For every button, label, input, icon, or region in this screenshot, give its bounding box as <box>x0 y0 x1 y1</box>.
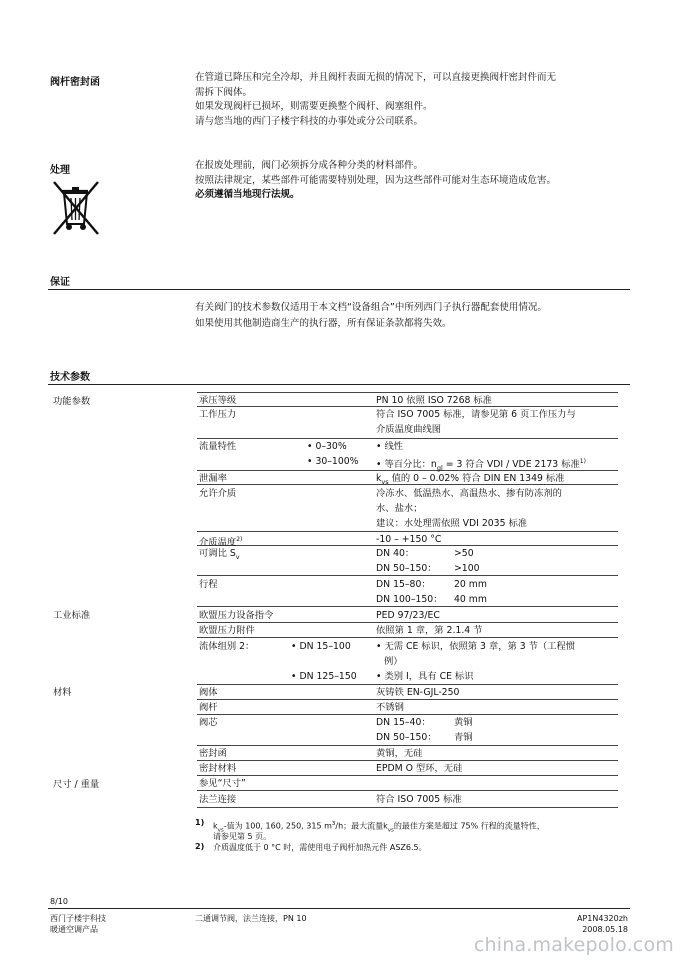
footer-company-2: 暖通空调产品 <box>50 925 98 934</box>
row-value: DN 15–40： <box>376 717 431 728</box>
stem-seal-line-4: 请与您当地的西门子楼宇科技的办事处或分公司联系。 <box>195 115 424 127</box>
row-value: • 类别 I，具有 CE 标识 <box>376 671 474 682</box>
stem-seal-line-3: 如果发现阀杆已损坏，则需要更换整个阀杆、阀塞组件。 <box>195 101 433 112</box>
group-function: 功能参数 <box>53 396 91 407</box>
stem-seal-line-2: 需拆下阀体。 <box>195 86 253 98</box>
footnote-1-line-1: $k_{vs}-$值为 100, 160, 250, 315 $m^3/h$；最大流量$k_{vs}$的最佳方案是超过 75% 行程的流量特性， <box>213 821 545 834</box>
footer-doc-title: 二通调节阀，法兰连接，PN 10 <box>195 914 307 923</box>
row-sublabel: • DN 125–150 <box>291 671 357 682</box>
disposal-line-1: 在报废处理前，阀门必须拆分成各种分类的材料部件。 <box>195 160 424 171</box>
row-label: 流体组别 2： <box>199 641 255 652</box>
row-value: PN 10 依照 ISO 7268 标准 <box>376 395 492 406</box>
row-value: 40 mm <box>454 594 487 605</box>
group-dims: 尺寸 / 重量 <box>53 779 100 790</box>
row-label: 阀体 <box>199 687 218 698</box>
row-label: 承压等级 <box>199 395 237 406</box>
row-label: 工作压力 <box>199 409 237 420</box>
row-value: 不锈钢 <box>376 702 404 713</box>
row-value: 依照第 1 章，第 2.1.4 节 <box>376 625 483 636</box>
row-value: DN 100–150： <box>376 594 443 605</box>
tech-divider <box>48 384 630 385</box>
row-value: >100 <box>454 563 480 574</box>
row-value: 20 mm <box>454 579 487 590</box>
row-value: -10 – +150 °C <box>376 534 442 545</box>
footer-company-1: 西门子楼宇科技 <box>50 914 106 923</box>
section-title-stem-seal: 阀杆密封函 <box>50 77 100 88</box>
row-value: >50 <box>454 548 474 559</box>
row-value: 介质温度曲线图 <box>376 424 442 435</box>
row-value: 冷冻水、低温热水、高温热水、掺有防冻剂的 <box>376 488 562 499</box>
row-label: 密封函 <box>199 748 227 759</box>
section-title-tech: 技术参数 <box>50 372 90 383</box>
crossed-out-wheelie-bin-icon <box>48 178 104 240</box>
footnote-mark-2: 2) <box>195 842 205 851</box>
row-label: 阀杆 <box>199 702 218 713</box>
disposal-line-2: 按照法律规定，某些部件可能需要特别处理，因为这些部件可能对生态环境造成危害。 <box>195 174 557 186</box>
disposal-text <box>195 159 625 203</box>
row-value: DN 50–150： <box>376 563 437 574</box>
footnote-2: 介质温度低于 0 °C 时，需使用电子阀杆加热元件 ASZ6.5。 <box>213 843 427 852</box>
watermark: china.makepolo.com <box>473 934 674 956</box>
row-value: PED 97/23/EC <box>376 610 440 621</box>
row-value: • 线性 <box>376 441 404 452</box>
row-value: 建议：水处理需依照 VDI 2035 标准 <box>376 518 528 529</box>
row-label: 行程 <box>199 579 218 590</box>
footer-doc-date: 2008.05.18 <box>582 925 628 934</box>
section-title-disposal: 处理 <box>50 165 70 176</box>
row-value: • 等百分比：$n_{gl} = 3$ 符合 VDI / VDE 2173 标准$^{1)}$ <box>376 458 586 472</box>
stem-seal-line-1: 在管道已降压和完全冷却，并且阀杆表面无损的情况下，可以直接更换阀杆密封件而无 <box>195 72 557 83</box>
row-value: 符合 ISO 7005 标准，请参见第 6 页工作压力与 <box>376 409 576 420</box>
footer-doc-code: AP1N4320zh <box>577 914 628 923</box>
row-label: 允许介质 <box>199 488 237 499</box>
group-material: 材料 <box>53 687 72 698</box>
row-value: 黄铜 <box>454 717 473 728</box>
row-value: 黄铜，无硅 <box>376 748 423 759</box>
warranty-line-1: 有关阀门的技术参数仅适用于本文档“设备组合”中所列西门子执行器配套使用情况。 <box>195 302 547 313</box>
row-label: 泄漏率 <box>199 473 227 484</box>
warranty-divider <box>48 289 630 290</box>
row-label: 阀芯 <box>199 717 218 728</box>
stem-seal-text <box>195 71 625 129</box>
row-value: 水、盐水； <box>376 503 423 514</box>
row-label: 流量特性 <box>199 441 237 452</box>
row-value: • 无需 CE 标识，依照第 3 章，第 3 节（工程惯 <box>376 641 576 652</box>
footnote-mark-1: 1) <box>195 818 205 827</box>
row-label: 可调比 $S_v$ <box>199 548 240 561</box>
row-value: EPDM O 型环，无硅 <box>376 763 463 774</box>
row-sublabel: • 30–100% <box>307 456 359 467</box>
page-number: 8/10 <box>50 897 68 906</box>
footer-divider <box>48 908 630 909</box>
row-label: 密封材料 <box>199 763 237 774</box>
disposal-bold-line: 必须遵循当地现行法规。 <box>195 189 300 200</box>
group-industry: 工业标准 <box>53 610 91 621</box>
row-value: $k_{vs}$ 值的 0 – 0.02% 符合 DIN EN 1349 标准 <box>376 473 565 486</box>
footnote-1-line-2: 请参见第 5 页。 <box>213 832 272 841</box>
row-value: DN 40： <box>376 548 415 559</box>
section-title-warranty: 保证 <box>50 277 70 288</box>
row-label: 参见“尺寸” <box>199 778 246 789</box>
row-value: 青铜 <box>454 732 473 743</box>
row-value: 符合 ISO 7005 标准 <box>376 794 462 805</box>
row-label: 法兰连接 <box>199 794 237 805</box>
row-value: DN 15–80： <box>376 579 431 590</box>
row-label: 欧盟压力附件 <box>199 625 255 636</box>
warranty-text <box>195 300 625 332</box>
row-value: 灰铸铁 EN-GJL-250 <box>376 687 460 698</box>
row-label: 介质温度$^{2)}$ <box>199 536 243 549</box>
row-label: 欧盟压力设备指令 <box>199 610 274 621</box>
row-value: 例） <box>384 656 403 667</box>
row-value: DN 50–150： <box>376 732 437 743</box>
row-sublabel: • DN 15–100 <box>291 641 351 652</box>
row-sublabel: • 0–30% <box>307 441 347 452</box>
warranty-line-2: 如果使用其他制造商生产的执行器，所有保证条款都将失效。 <box>195 318 452 329</box>
